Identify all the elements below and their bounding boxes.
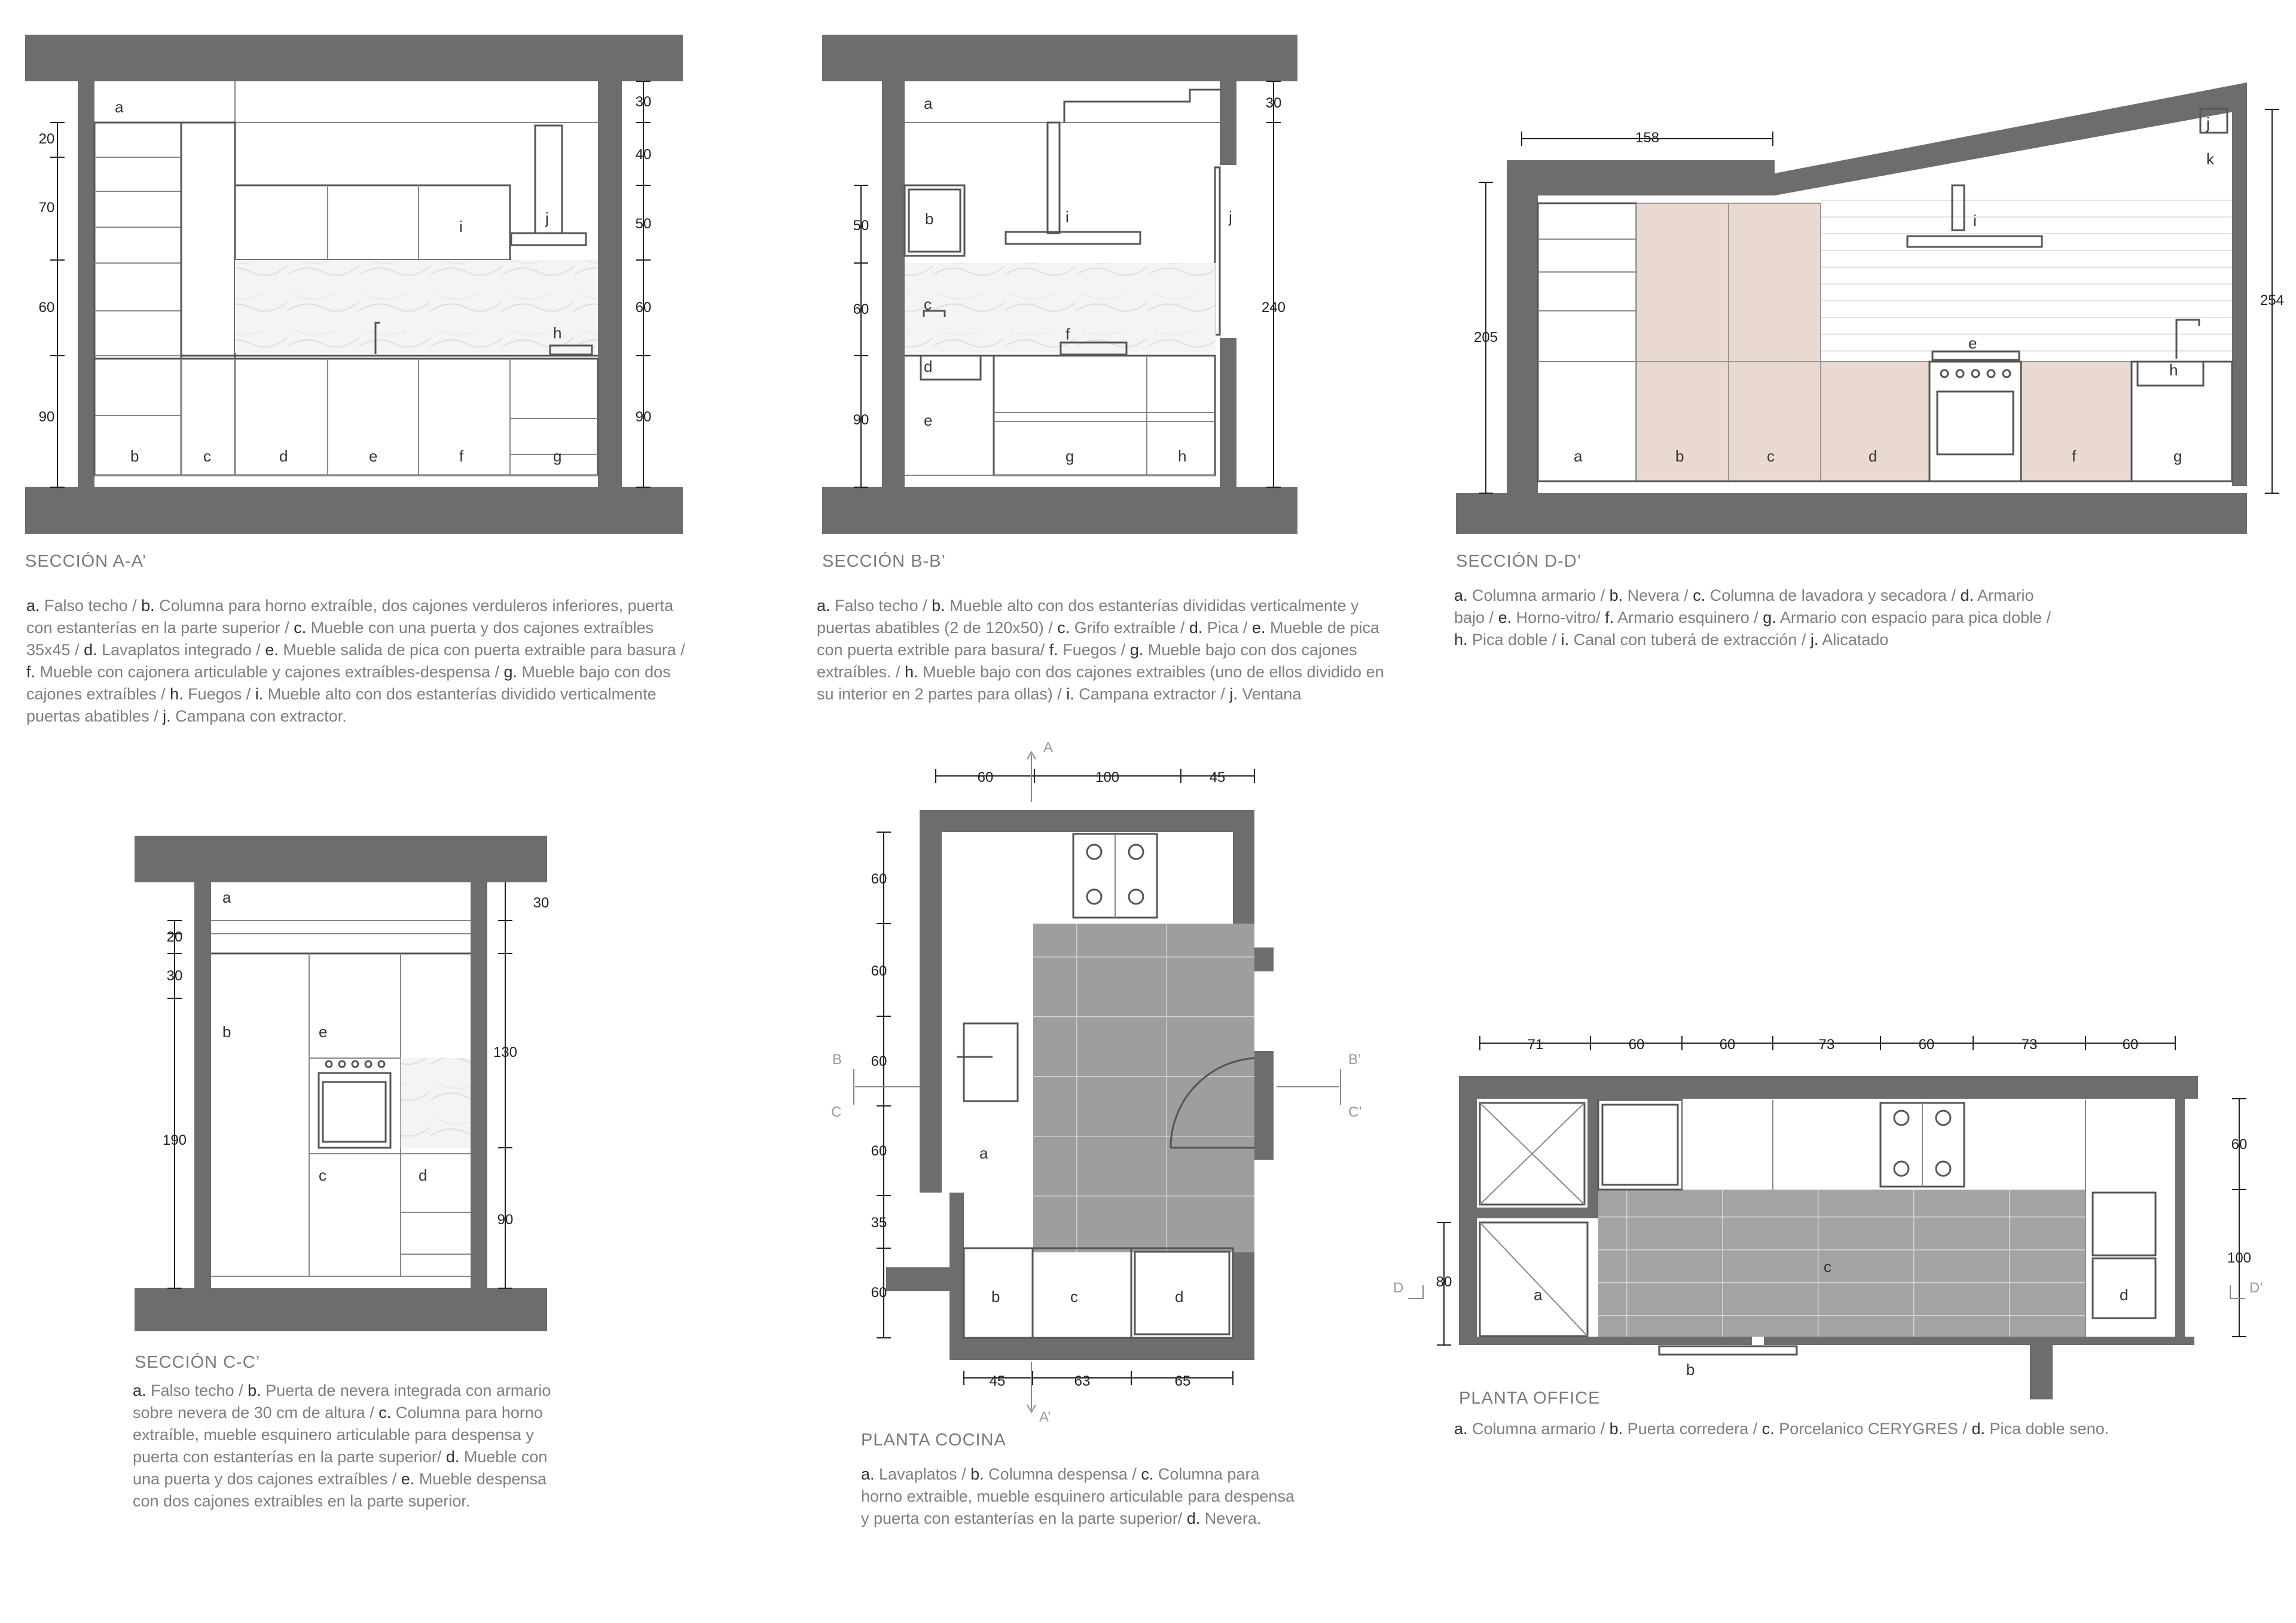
legend-key: j.: [1229, 685, 1238, 703]
legend-key: d.: [1189, 619, 1203, 637]
cc-dim-left-1: 20: [166, 929, 183, 945]
cc-letter-c: c: [319, 1166, 326, 1184]
po-dim-top-1: 71: [1527, 1037, 1544, 1053]
legend-key: a.: [861, 1465, 875, 1483]
dd-legend: [1454, 585, 2052, 651]
legend-text: Columna para horno extraíble, mueble esquinero articulable para despensa y puerta con estanterías en la parte superior/: [133, 1404, 543, 1466]
legend-key: e.: [1498, 609, 1512, 626]
bb-letter-h: h: [1178, 447, 1187, 465]
pc-dim-top-2: 100: [1095, 769, 1120, 785]
pc-dim-left-2: 60: [871, 963, 887, 979]
legend-key: b.: [932, 597, 945, 615]
bb-letter-f: f: [1065, 325, 1070, 343]
legend-text: Ventana: [1237, 685, 1302, 703]
po-legend: [1454, 1418, 2112, 1440]
aa-dim-right-4: 60: [635, 299, 652, 316]
po-dim-top-5: 60: [1918, 1037, 1935, 1053]
aa-letter-d: d: [279, 447, 288, 465]
legend-key: d.: [1971, 1420, 1985, 1438]
pc-dim-top-1: 60: [977, 769, 994, 785]
legend-key: d.: [84, 641, 97, 659]
legend-text: Mueble alto con dos estanterías divididas verticalmente y puertas abatibles (2 de 120x50) /: [817, 597, 1359, 637]
aa-dim-right-5: 90: [635, 409, 652, 425]
bb-dim-left-2: 60: [853, 301, 869, 317]
legend-key: h.: [170, 685, 184, 703]
dd-letter-k: k: [2206, 150, 2214, 168]
bb-letter-i: i: [1065, 208, 1069, 226]
pc-letter-a: a: [979, 1144, 988, 1162]
dd-letter-g: g: [2173, 447, 2182, 465]
po-dim-right-1: 60: [2231, 1136, 2248, 1153]
legend-text: Columna de lavadora y secadora /: [1705, 586, 1961, 604]
bb-letter-d: d: [924, 357, 933, 375]
legend-key: c.: [1761, 1420, 1775, 1438]
legend-key: a.: [26, 597, 40, 615]
pc-title: PLANTA COCINA: [861, 1431, 1006, 1450]
section-bb: [822, 35, 1297, 571]
legend-text: Fuegos /: [1058, 641, 1130, 659]
legend-text: Mueble salida de pica con puerta extraible para basura /: [278, 641, 685, 659]
dd-letter-c: c: [1767, 447, 1775, 465]
po-title: PLANTA OFFICE: [1459, 1389, 1601, 1408]
legend-text: Armario con espacio para pica doble /: [1776, 609, 2051, 626]
legend-text: Falso techo /: [39, 597, 142, 615]
bb-title: SECCIÓN B-B’: [822, 552, 946, 571]
po-dim-left-1: 80: [1436, 1274, 1452, 1290]
legend-key: a.: [133, 1381, 146, 1399]
aa-title: SECCIÓN A-A’: [25, 552, 147, 571]
dd-letter-f: f: [2072, 447, 2077, 465]
legend-key: d.: [1186, 1509, 1201, 1527]
pc-letter-b: b: [991, 1288, 1000, 1306]
legend-text: Mueble alto con dos estanterías dividido verticalmente puertas abatibles /: [26, 685, 657, 725]
cc-legend: [133, 1380, 551, 1512]
legend-key: a.: [817, 597, 831, 615]
legend-text: Mueble de pica con puerta extrible para basura/: [817, 619, 1380, 659]
aa-letter-f: f: [459, 447, 464, 465]
pc-dim-left-4: 60: [871, 1143, 887, 1159]
dd-letter-j: j: [2206, 114, 2210, 132]
pc-dim-left-1: 60: [871, 871, 887, 887]
po-marker-d-right: D’: [2249, 1280, 2263, 1296]
pc-dim-bottom-1: 45: [989, 1373, 1006, 1389]
legend-text: Columna para horno extraible, mueble esquinero articulable para despensa y puerta con estanterías en la parte superior/: [861, 1465, 1294, 1527]
pc-dim-left-3: 60: [871, 1053, 887, 1069]
legend-key: c.: [1693, 586, 1706, 604]
cc-dim-left-2: 30: [166, 968, 183, 984]
legend-text: Puerta de nevera integrada con armario sobre nevera de 30 cm de altura /: [133, 1381, 551, 1422]
bb-letter-e: e: [924, 411, 933, 429]
po-dim-top-3: 60: [1719, 1037, 1736, 1053]
legend-key: g.: [1763, 609, 1776, 626]
dd-title: SECCIÓN D-D’: [1456, 552, 1582, 571]
cc-dim-left-3: 190: [162, 1132, 187, 1148]
po-marker-d-left: D: [1393, 1280, 1404, 1296]
cc-dim-right-3: 90: [497, 1212, 514, 1228]
legend-key: b.: [1609, 1420, 1623, 1438]
legend-key: j.: [163, 707, 171, 725]
dd-letter-i: i: [1973, 212, 1977, 230]
legend-text: Horno-vitro/: [1512, 609, 1605, 626]
legend-key: b.: [248, 1381, 261, 1399]
pc-dim-bottom-3: 65: [1174, 1373, 1191, 1389]
dd-letter-d: d: [1868, 447, 1877, 465]
legend-key: i.: [255, 685, 264, 703]
aa-letter-i: i: [459, 218, 463, 236]
dd-dim-1: 158: [1635, 130, 1660, 146]
section-dd: [1456, 82, 2284, 571]
aa-dim-left-2: 70: [38, 200, 55, 216]
aa-letter-a: a: [115, 98, 124, 116]
pc-marker-b-right: B’: [1348, 1052, 1361, 1068]
dd-letter-b: b: [1675, 447, 1684, 465]
legend-text: Mueble bajo con dos cajones extraibles (uno de ellos dividido en su interior en 2 partes para ollas) /: [817, 663, 1384, 703]
legend-text: Lavaplatos integrado /: [97, 641, 265, 659]
pc-marker-c-left: C: [831, 1104, 842, 1120]
legend-text: Columna armario /: [1467, 586, 1610, 604]
pc-letter-d: d: [1175, 1288, 1184, 1306]
pc-dim-left-6: 60: [871, 1285, 887, 1301]
pc-dim-left-5: 35: [871, 1215, 887, 1231]
bb-letter-c: c: [924, 295, 932, 313]
cc-dim-right-1: 30: [533, 895, 549, 911]
legend-text: Mueble con cajonera articulable y cajones extraíbles-despensa /: [35, 663, 504, 681]
legend-key: g.: [1129, 641, 1144, 659]
legend-text: Nevera.: [1200, 1509, 1262, 1527]
legend-key: h.: [905, 663, 918, 681]
legend-text: Fuegos /: [183, 685, 255, 703]
legend-key: c.: [294, 619, 307, 637]
planta-office: [1393, 1036, 2263, 1408]
legend-text: Mueble bajo con dos cajones extraíbles /: [26, 663, 671, 703]
pc-marker-b-left: B: [832, 1052, 842, 1068]
legend-text: Falso techo /: [830, 597, 932, 615]
legend-key: i.: [1561, 631, 1570, 649]
section-aa: [25, 35, 683, 571]
bb-letter-j: j: [1229, 208, 1232, 226]
legend-key: g.: [503, 663, 517, 681]
legend-text: Nevera /: [1623, 586, 1693, 604]
pc-letter-c: c: [1070, 1288, 1078, 1306]
legend-key: f.: [1049, 641, 1058, 659]
legend-key: i.: [1066, 685, 1074, 703]
legend-key: a.: [1454, 1420, 1468, 1438]
legend-key: b.: [141, 597, 155, 615]
pc-marker-c-right: C’: [1348, 1104, 1362, 1120]
cc-title: SECCIÓN C-C’: [135, 1353, 261, 1372]
legend-key: e.: [1251, 619, 1266, 637]
legend-text: Campana extractor /: [1074, 685, 1230, 703]
legend-text: Canal con tuberá de extracción /: [1569, 631, 1810, 649]
legend-text: Puerta corredera /: [1623, 1420, 1762, 1438]
legend-key: b.: [1609, 586, 1623, 604]
aa-dim-left-1: 20: [38, 131, 55, 147]
aa-dim-right-1: 30: [635, 94, 652, 110]
pc-dim-top-3: 45: [1209, 769, 1226, 785]
legend-text: Porcelanico CERYGRES /: [1774, 1420, 1972, 1438]
cc-dim-right-2: 130: [493, 1044, 518, 1060]
po-letter-b: b: [1686, 1361, 1695, 1379]
dd-letter-h: h: [2169, 361, 2178, 379]
legend-key: f.: [26, 663, 36, 681]
legend-text: Lavaplatos /: [874, 1465, 971, 1483]
aa-dim-right-2: 40: [635, 146, 652, 163]
aa-dim-left-4: 90: [38, 409, 55, 425]
bb-dim-left-3: 90: [853, 412, 869, 428]
cc-letter-e: e: [319, 1023, 328, 1041]
aa-letter-e: e: [369, 447, 378, 465]
legend-key: h.: [1454, 631, 1468, 649]
legend-text: Alicatado: [1818, 631, 1889, 649]
po-letter-a: a: [1534, 1286, 1543, 1304]
po-letter-c: c: [1824, 1258, 1831, 1276]
aa-dim-right-3: 50: [635, 216, 652, 232]
aa-letter-g: g: [553, 447, 562, 465]
bb-legend: [817, 595, 1391, 705]
legend-key: b.: [970, 1465, 984, 1483]
section-cc: [135, 836, 549, 1372]
legend-key: c.: [1057, 619, 1070, 637]
legend-text: Armario bajo /: [1454, 586, 2034, 626]
po-dim-top-7: 60: [2122, 1037, 2139, 1053]
legend-key: d.: [445, 1448, 460, 1466]
cc-letter-b: b: [222, 1023, 231, 1041]
pc-dim-bottom-2: 63: [1074, 1373, 1091, 1389]
cc-letter-a: a: [222, 888, 231, 906]
legend-text: Campana con extractor.: [170, 707, 347, 725]
legend-text: Pica /: [1202, 619, 1252, 637]
legend-text: Columna despensa /: [984, 1465, 1141, 1483]
legend-text: Mueble bajo con dos cajones extraíbles. /: [817, 641, 1357, 681]
dd-dim-3: 254: [2260, 292, 2285, 308]
pc-marker-a-top: A: [1043, 739, 1054, 756]
po-dim-top-2: 60: [1628, 1037, 1645, 1053]
legend-key: e.: [265, 641, 279, 659]
pc-legend: [861, 1463, 1303, 1530]
legend-text: Armario esquinero /: [1614, 609, 1763, 626]
legend-key: e.: [401, 1470, 415, 1488]
legend-key: c.: [378, 1404, 392, 1422]
legend-key: a.: [1454, 586, 1468, 604]
bb-dim-right-1: 30: [1265, 95, 1282, 111]
legend-key: f.: [1605, 609, 1614, 626]
aa-dim-left-3: 60: [38, 299, 55, 316]
bb-dim-left-1: 50: [853, 218, 869, 234]
aa-letter-b: b: [130, 447, 139, 465]
legend-text: Mueble con una puerta y dos cajones extraíbles /: [133, 1448, 548, 1488]
po-dim-top-6: 73: [2021, 1037, 2038, 1053]
legend-text: Columna armario /: [1467, 1420, 1610, 1438]
legend-text: Mueble despensa con dos cajones extraibles en la parte superior.: [133, 1470, 546, 1510]
legend-text: Pica doble /: [1467, 631, 1561, 649]
legend-text: Falso techo /: [146, 1381, 248, 1399]
legend-key: c.: [1141, 1465, 1154, 1483]
bb-letter-a: a: [924, 94, 933, 112]
aa-legend: [26, 595, 696, 728]
dd-dim-2: 205: [1473, 329, 1498, 346]
aa-letter-h: h: [553, 324, 562, 342]
cc-letter-d: d: [419, 1166, 428, 1184]
po-dim-right-2: 100: [2227, 1250, 2252, 1266]
bb-dim-right-2: 240: [1261, 299, 1286, 316]
legend-key: j.: [1810, 631, 1819, 649]
legend-text: Grifo extraíble /: [1070, 619, 1189, 637]
bb-letter-g: g: [1065, 447, 1074, 465]
legend-key: d.: [1960, 586, 1974, 604]
dd-letter-e: e: [1968, 334, 1977, 352]
aa-letter-j: j: [545, 209, 549, 227]
dd-letter-a: a: [1574, 447, 1583, 465]
po-letter-d: d: [2120, 1286, 2129, 1304]
bb-letter-b: b: [925, 210, 934, 228]
legend-text: Columna para horno extraíble, dos cajones verduleros inferiores, puerta con estanterías en la parte superior /: [26, 597, 674, 637]
legend-text: Pica doble seno.: [1984, 1420, 2109, 1438]
pc-marker-a-bottom: A’: [1039, 1409, 1051, 1425]
po-dim-top-4: 73: [1818, 1037, 1835, 1053]
legend-text: Mueble con una puerta y dos cajones extraíbles 35x45 /: [26, 619, 654, 659]
aa-letter-c: c: [203, 447, 211, 465]
planta-cocina: [831, 739, 1362, 1450]
